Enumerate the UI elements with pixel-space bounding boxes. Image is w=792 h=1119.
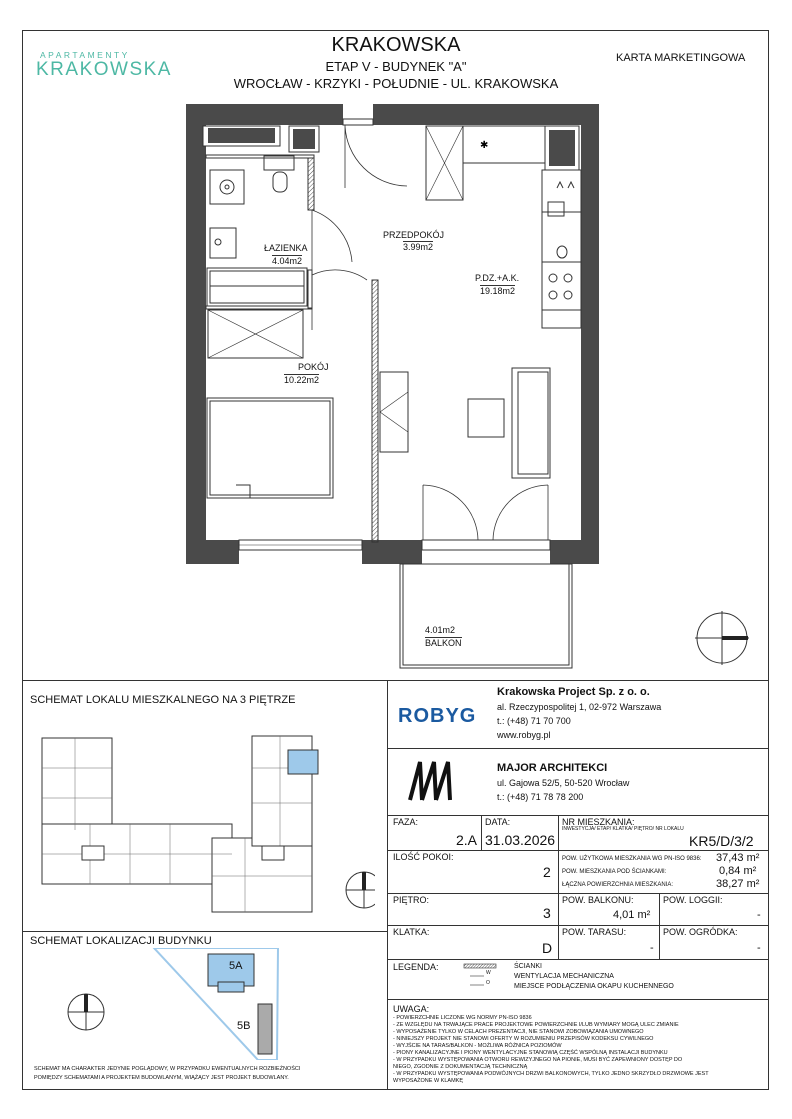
scian-label: POW. MIESZKANIA POD ŚCIANKAMI: bbox=[562, 869, 667, 875]
divider bbox=[558, 815, 559, 959]
svg-text:✱: ✱ bbox=[480, 140, 489, 151]
divider bbox=[387, 999, 769, 1000]
divider bbox=[22, 931, 387, 932]
uzytk-value: 37,43 m² bbox=[716, 852, 760, 864]
schema-note-2: POMIĘDZY SCHEMATAMI A PROJEKTEM BUDOWLANYM, WIĄŻĄCY JEST PROJEKT BUDOWLANY. bbox=[34, 1075, 289, 1081]
pokoi-label: ILOŚĆ POKOI: bbox=[393, 852, 454, 862]
legend-code-w: W bbox=[486, 970, 491, 976]
loggia-label: POW. LOGGII: bbox=[663, 895, 723, 905]
subtitle-stage: ETAP V - BUDYNEK "A" bbox=[325, 59, 467, 74]
nr-label: NR MIESZKANIA: bbox=[562, 817, 635, 827]
major-logo bbox=[408, 758, 458, 802]
pokoi-value: 2 bbox=[543, 864, 551, 880]
divider bbox=[387, 748, 769, 749]
pietro-value: 3 bbox=[543, 905, 551, 921]
divider bbox=[22, 680, 769, 681]
ogrodek-value: - bbox=[757, 942, 761, 954]
divider bbox=[387, 680, 388, 1090]
divider bbox=[387, 815, 769, 816]
ogrodek-label: POW. OGRÓDKA: bbox=[663, 927, 738, 937]
notes-label: UWAGA: bbox=[393, 1004, 430, 1014]
divider bbox=[659, 893, 660, 959]
schema-note-1: SCHEMAT MA CHARAKTER JEDYNIE POGLĄDOWY, W PRZYPADKU EWENTUALNYCH ROZBIEŻNOŚCI bbox=[34, 1066, 301, 1072]
divider bbox=[481, 815, 482, 850]
faza-label: FAZA: bbox=[393, 817, 419, 827]
developer-web[interactable]: www.robyg.pl bbox=[497, 730, 551, 740]
laczna-label: ŁĄCZNA POWIERZCHNIA MIESZKANIA: bbox=[562, 882, 674, 888]
legend-item-walls: ŚCIANKI bbox=[514, 963, 543, 970]
nr-value: KR5/D/3/2 bbox=[689, 833, 754, 849]
balkon-label: POW. BALKONU: bbox=[562, 895, 634, 905]
legend-item-vent: WENTYLACJA MECHANICZNA bbox=[514, 973, 614, 980]
taras-label: POW. TARASU: bbox=[562, 927, 627, 937]
legend-symbols bbox=[462, 962, 512, 992]
card-type: KARTA MARKETINGOWA bbox=[616, 52, 746, 64]
taras-value: - bbox=[650, 942, 654, 954]
architect-address: ul. Gajowa 52/5, 50-520 Wrocław bbox=[497, 778, 630, 788]
divider bbox=[387, 925, 769, 926]
scian-value: 0,84 m² bbox=[719, 865, 757, 877]
uzytk-label: POW. UŻYTKOWA MIESZKANIA WG PN-ISO 9836: bbox=[562, 856, 702, 862]
legend-code-o: O bbox=[486, 980, 490, 986]
divider bbox=[387, 893, 769, 894]
architect-name: MAJOR ARCHITEKCI bbox=[497, 762, 608, 774]
klatka-label: KLATKA: bbox=[393, 927, 430, 937]
laczna-value: 38,27 m² bbox=[716, 878, 760, 890]
loggia-value: - bbox=[757, 909, 761, 921]
location-schema bbox=[30, 948, 375, 1060]
architect-phone: t.: (+48) 71 78 78 200 bbox=[497, 792, 584, 802]
faza-value: 2.A bbox=[456, 832, 478, 848]
pietro-label: PIĘTRO: bbox=[393, 895, 430, 905]
data-value: 31.03.2026 bbox=[485, 832, 556, 848]
data-label: DATA: bbox=[485, 817, 511, 827]
legend-item-hood: MIEJSCE PODŁĄCZENIA OKAPU KUCHENNEGO bbox=[514, 983, 674, 990]
floor-schema bbox=[30, 728, 375, 918]
balkon-value: 4,01 m² bbox=[613, 909, 651, 921]
schema-floor-title: SCHEMAT LOKALU MIESZKALNEGO NA 3 PIĘTRZE bbox=[30, 694, 296, 706]
brand-top: APARTAMENTY bbox=[40, 50, 130, 60]
klatka-value: D bbox=[542, 940, 553, 956]
divider bbox=[387, 959, 769, 960]
legend-label: LEGENDA: bbox=[393, 962, 439, 972]
developer-phone: t.: (+48) 71 70 700 bbox=[497, 716, 571, 726]
robyg-logo: ROBYG bbox=[398, 705, 477, 727]
developer-address: al. Rzeczypospolitej 1, 02-972 Warszawa bbox=[497, 702, 662, 712]
building-5a: 5A bbox=[229, 960, 243, 972]
brand-main: KRAKOWSKA bbox=[36, 59, 172, 80]
divider bbox=[387, 850, 769, 851]
developer-name: Krakowska Project Sp. z o. o. bbox=[497, 686, 650, 698]
nr-sublabel: INWESTYCJA/ ETAP/ KLATKA/ PIĘTRO/ NR LOKALU bbox=[562, 826, 684, 832]
page-title: KRAKOWSKA bbox=[331, 34, 461, 56]
subtitle-address: WROCŁAW - KRZYKI - POŁUDNIE - UL. KRAKOWSKA bbox=[233, 76, 559, 91]
schema-location-title: SCHEMAT LOKALIZACJI BUDYNKU bbox=[30, 935, 212, 947]
building-5b: 5B bbox=[237, 1020, 251, 1032]
